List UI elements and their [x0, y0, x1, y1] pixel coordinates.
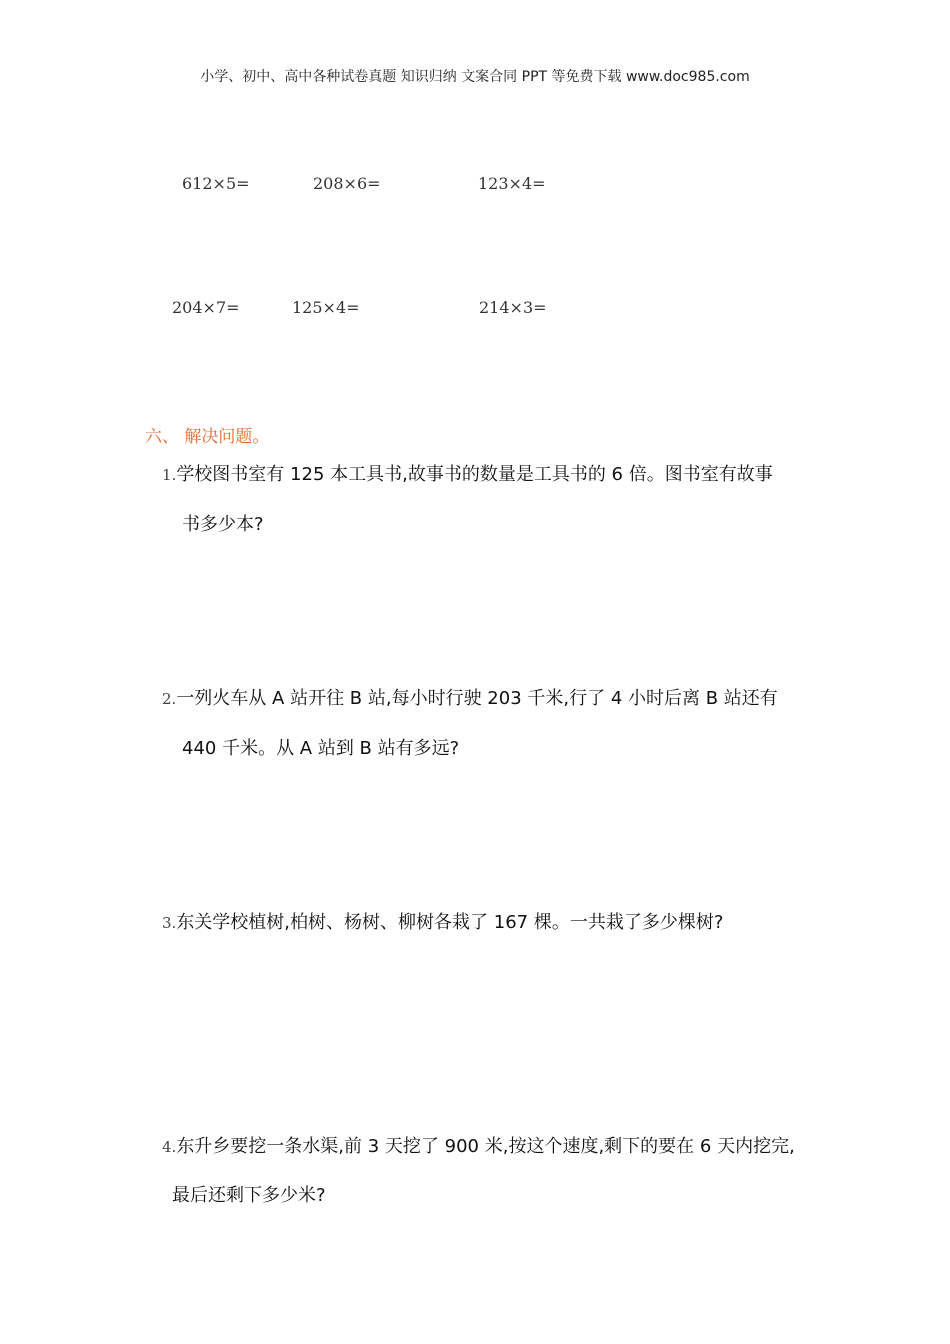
question-text: 学校图书室有 125 本工具书,故事书的数量是工具书的 6 倍。图书室有故事 [176, 464, 773, 485]
section-title: 六、 解决问题。 [145, 427, 270, 447]
calc-item: 204×7= [172, 298, 240, 317]
page-header: 小学、初中、高中各种试卷真题 知识归纳 文案合同 PPT 等免费下载 www.doc985.com [200, 69, 750, 85]
question-3-line-1 [162, 908, 723, 934]
calc-item: 612×5= [182, 174, 250, 193]
calc-item: 208×6= [313, 174, 381, 193]
question-text: 东升乡要挖一条水渠,前 3 天挖了 900 米,按这个速度,剩下的要在 6 天内挖完, [176, 1136, 795, 1157]
calc-item: 125×4= [292, 298, 360, 317]
question-1-line-1 [162, 460, 773, 486]
question-number: 4. [162, 1138, 177, 1156]
question-2-line-2: 440 千米。从 A 站到 B 站有多远? [182, 738, 460, 759]
calc-item: 123×4= [478, 174, 546, 193]
question-number: 1. [162, 466, 177, 484]
question-1-line-2: 书多少本? [182, 514, 264, 535]
question-4-line-2: 最后还剩下多少米? [172, 1185, 326, 1206]
question-number: 3. [162, 914, 177, 932]
question-text: 一列火车从 A 站开往 B 站,每小时行驶 203 千米,行了 4 小时后离 B 站还有 [176, 688, 778, 709]
question-text: 东关学校植树,柏树、杨树、柳树各栽了 167 棵。一共栽了多少棵树? [176, 912, 724, 933]
question-2-line-1 [162, 684, 778, 710]
question-4-line-1 [162, 1132, 795, 1158]
calc-item: 214×3= [479, 298, 547, 317]
question-number: 2. [162, 690, 177, 708]
